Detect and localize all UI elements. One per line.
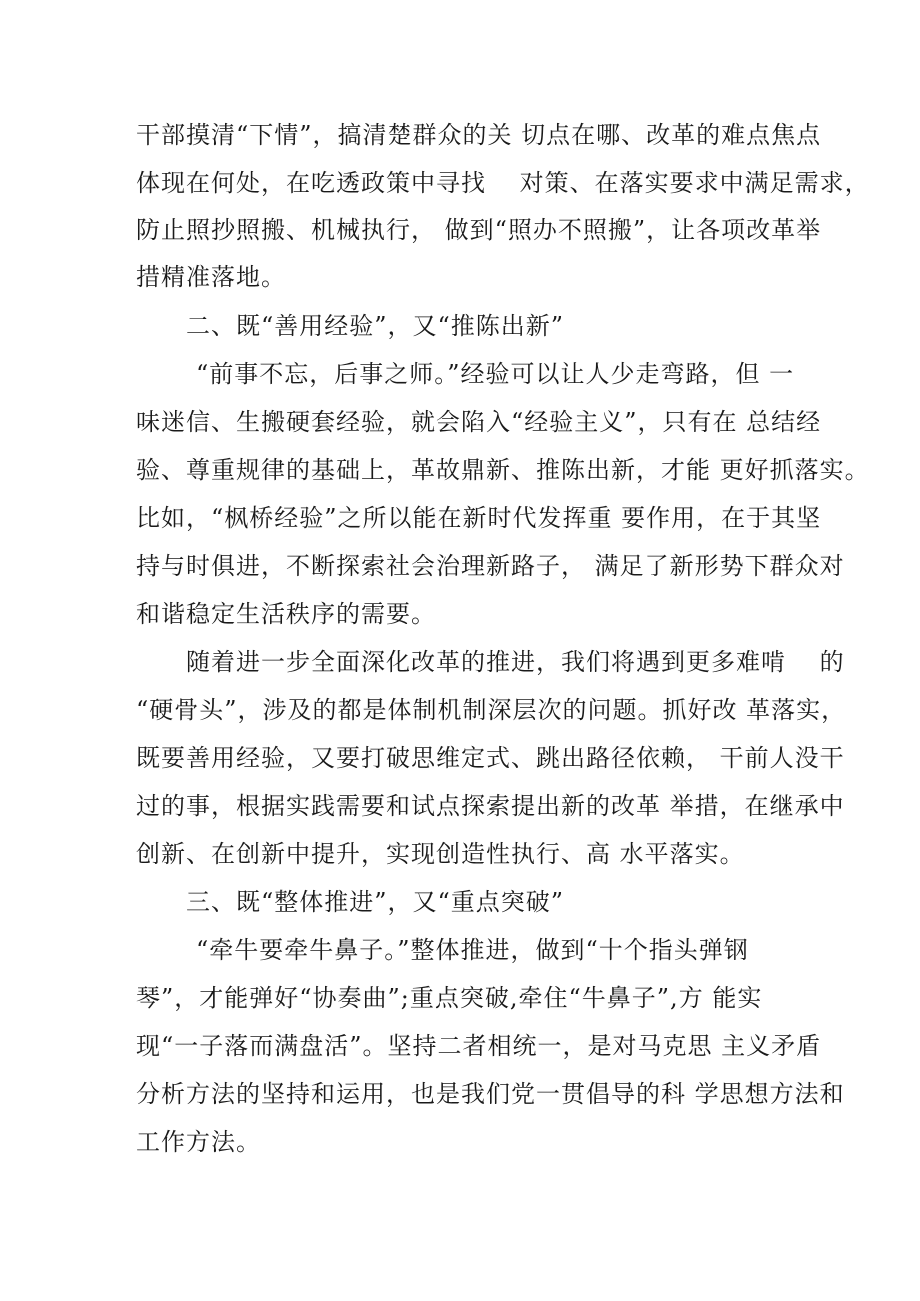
paragraph-line: 味迷信、生搬硬套经验，就会陷入“经验主义”，只有在 总结经 [136,408,822,436]
paragraph-line: 防止照抄照搬、机械执行， 做到“照办不照搬”，让各项改革举 [136,216,822,244]
paragraph-line: 既要善用经验，又要打破思维定式、跳出路径依赖， 干前人没干 [136,744,845,772]
paragraph-line: 随着进一步全面深化改革的推进，我们将遇到更多难啃 的 [186,648,845,676]
section-heading-2: 二、既“善用经验”，又“推陈出新” [186,312,565,340]
paragraph-line: 工作方法。 [136,1128,261,1156]
paragraph-line: 体现在何处，在吃透政策中寻找 对策、在落实要求中满足需求， [136,169,870,197]
paragraph-line: 琴”，才能弹好“协奏曲”;重点突破,牵住“牛鼻子”,方 能实 [136,984,763,1012]
paragraph-line: 过的事，根据实践需要和试点探索提出新的改革 举措，在继承中 [136,792,845,820]
paragraph-line: 现“一子落而满盘活”。坚持二者相统一，是对马克思 主义矛盾 [136,1032,822,1060]
paragraph-line: 分析方法的坚持和运用，也是我们党一贯倡导的科 学思想方法和 [136,1080,845,1108]
paragraph-line: 措精准落地。 [136,263,286,291]
paragraph-line: 创新、在创新中提升，实现创造性执行、高 水平落实。 [136,840,745,868]
paragraph-line: “硬骨头”，涉及的都是体制机制深层次的问题。抓好改 革落实， [136,696,847,724]
paragraph-line: “牵牛要牵牛鼻子。”整体推进，做到“十个指头弹钢 [196,936,749,964]
paragraph-line: 持与时俱进，不断探索社会治理新路子， 满足了新形势下群众对 [136,552,845,580]
paragraph-line: 比如，“枫桥经验”之所以能在新时代发挥重 要作用，在于其坚 [136,504,822,532]
paragraph-line: “前事不忘，后事之师。”经验可以让人少走弯路，但 一 [196,360,795,388]
section-heading-3: 三、既“整体推进”，又“重点突破” [186,888,565,916]
paragraph-line: 验、尊重规律的基础上，革故鼎新、推陈出新，才能 更好抓落实。 [136,456,870,484]
paragraph-line: 和谐稳定生活秩序的需要。 [136,600,436,628]
paragraph-line: 干部摸清“下情”，搞清楚群众的关 切点在哪、改革的难点焦点 [136,121,822,149]
